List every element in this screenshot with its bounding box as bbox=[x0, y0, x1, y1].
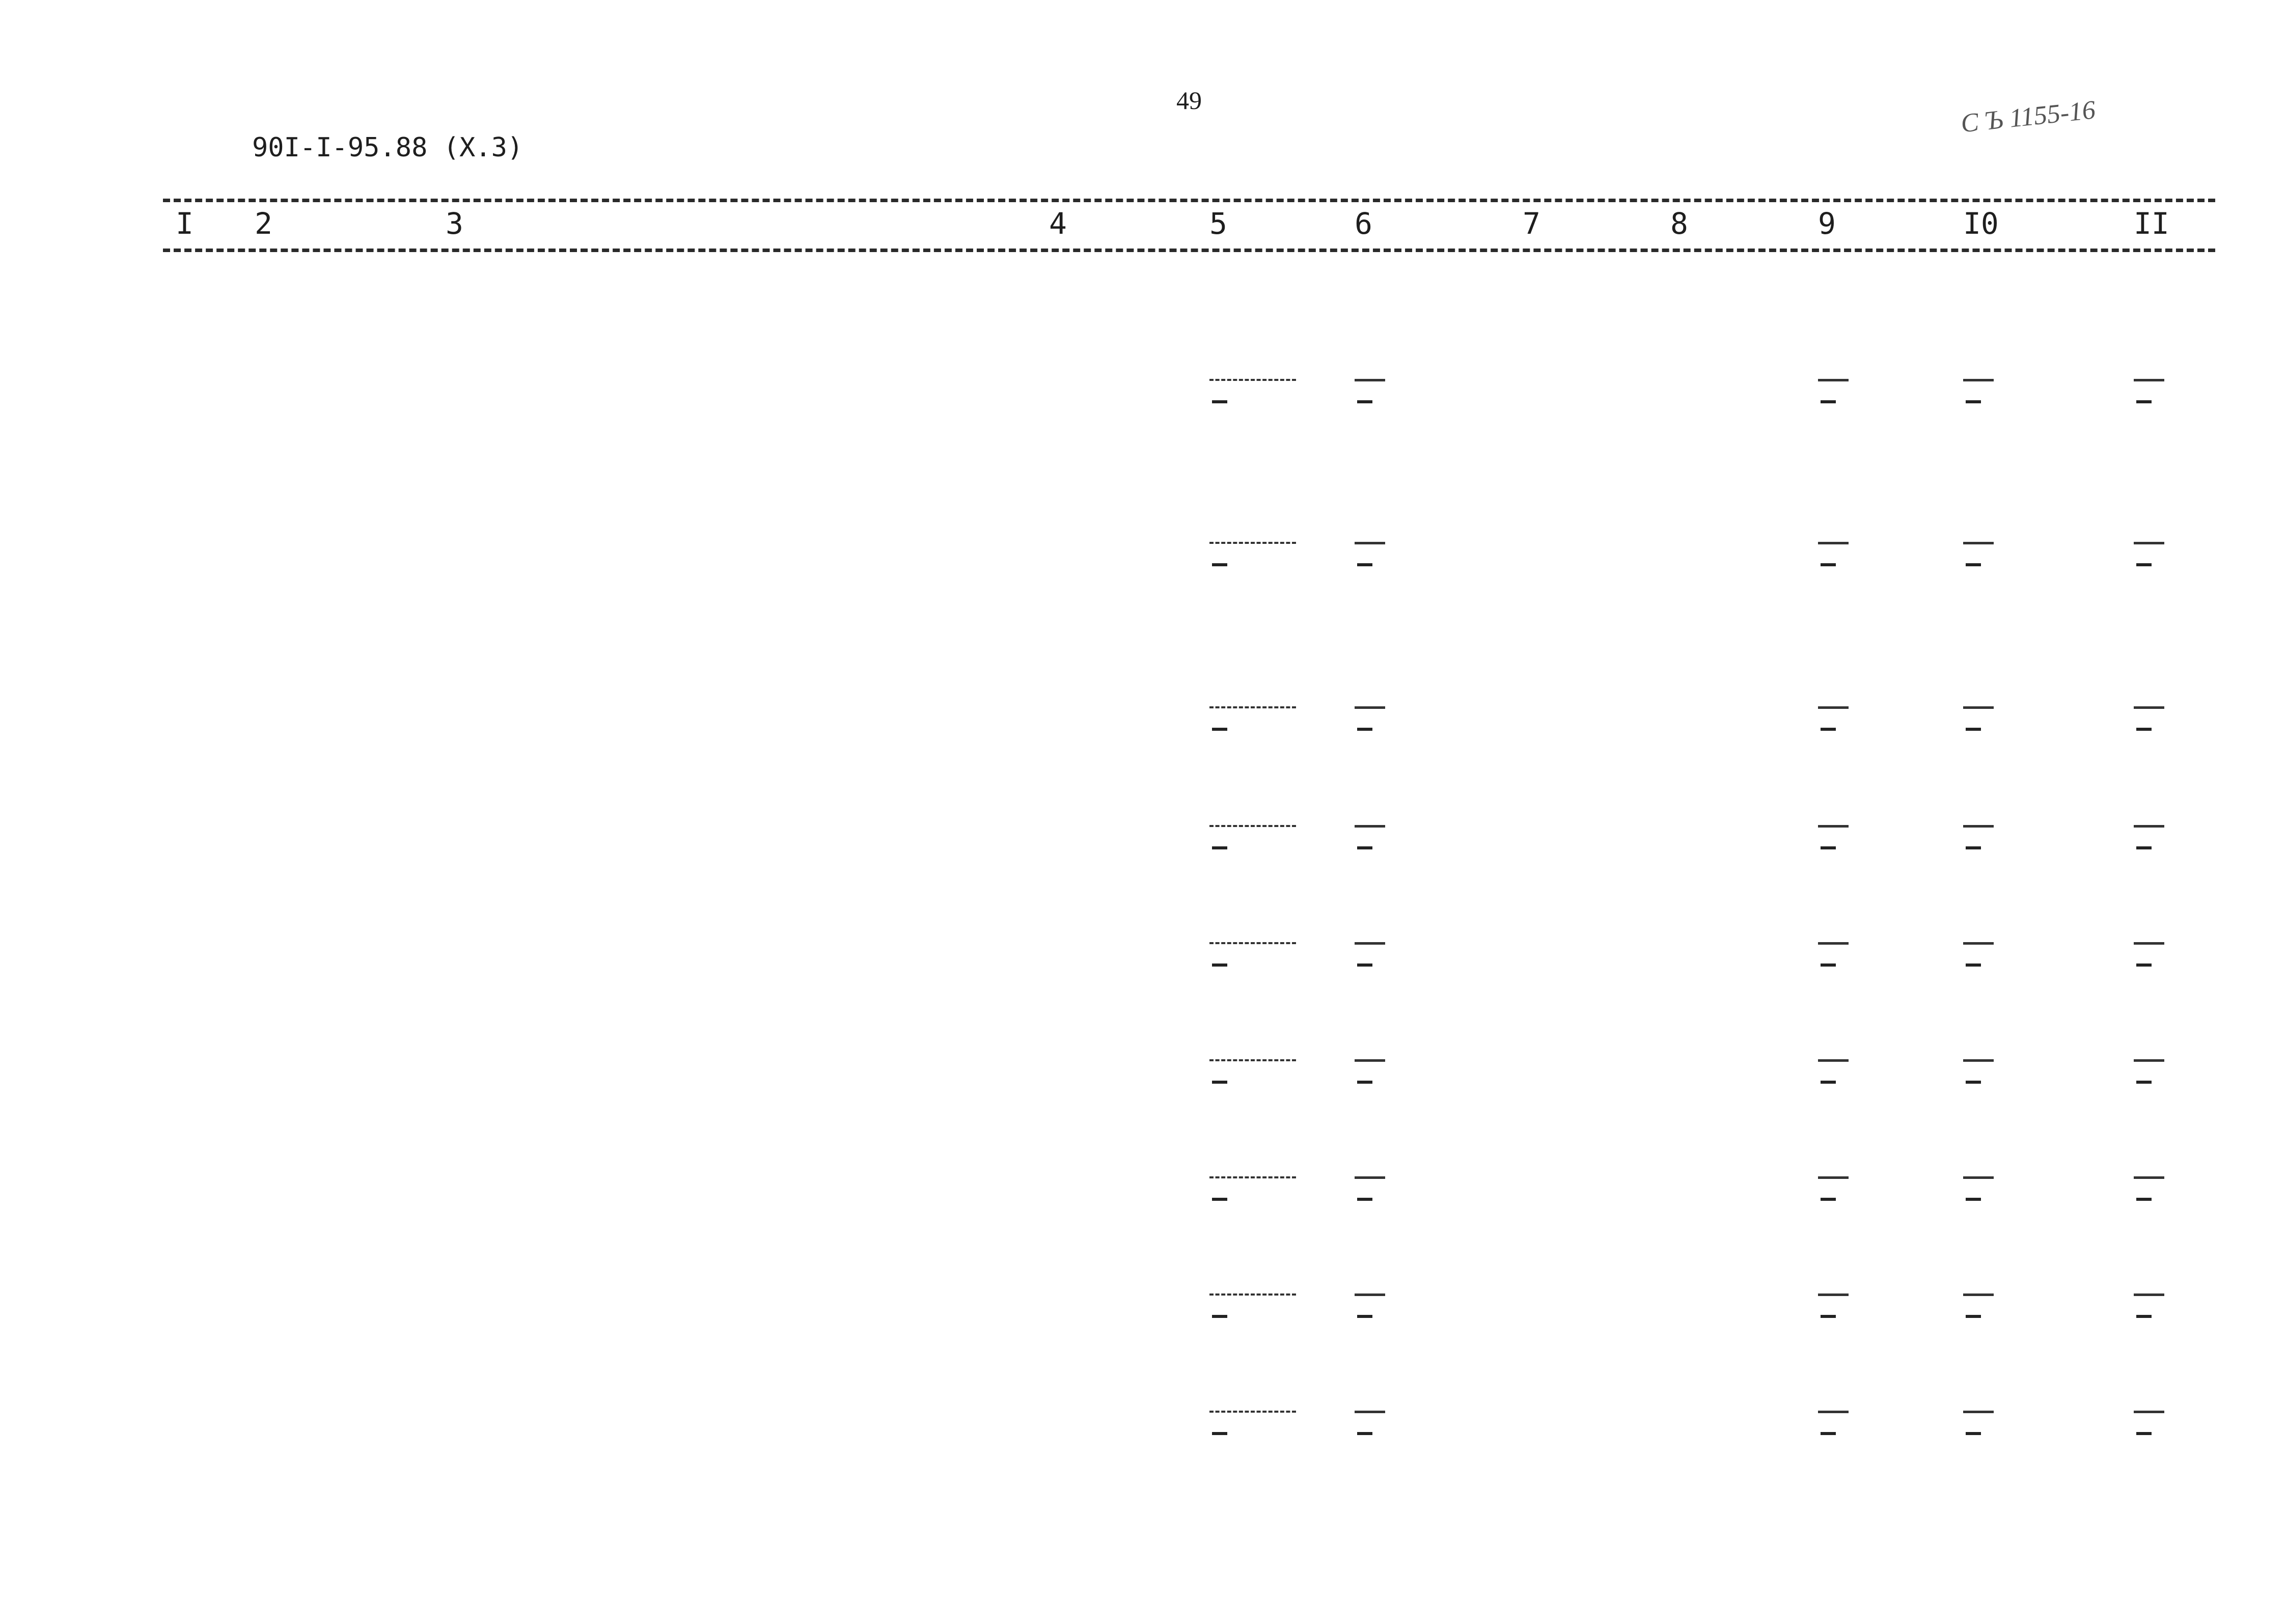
col6-fraction-line bbox=[1355, 942, 1385, 945]
col6-fraction-line bbox=[1355, 1059, 1385, 1062]
col9-denominator-mark bbox=[1821, 964, 1836, 967]
col11-fraction-line bbox=[2134, 1059, 2164, 1062]
col10-fraction-line bbox=[1963, 825, 1994, 828]
col10-denominator-mark bbox=[1966, 400, 1981, 403]
column-header-6: 6 bbox=[1355, 206, 1372, 241]
col9-fraction-line bbox=[1818, 1293, 1849, 1296]
col10-fraction-line bbox=[1963, 1176, 1994, 1179]
price-denominator-mark bbox=[1212, 1198, 1227, 1201]
column-header-9: 9 bbox=[1818, 206, 1836, 241]
col10-denominator-mark bbox=[1966, 1198, 1981, 1201]
col11-denominator-mark bbox=[2136, 846, 2152, 849]
col9-denominator-mark bbox=[1821, 1432, 1836, 1435]
col9-fraction-line bbox=[1818, 1411, 1849, 1413]
col10-fraction-line bbox=[1963, 942, 1994, 945]
col9-fraction-line bbox=[1818, 706, 1849, 709]
col10-denominator-mark bbox=[1966, 846, 1981, 849]
col11-denominator-mark bbox=[2136, 1315, 2152, 1318]
col9-fraction-line bbox=[1818, 1059, 1849, 1062]
col6-fraction-line bbox=[1355, 379, 1385, 381]
col11-fraction-line bbox=[2134, 379, 2164, 381]
col11-fraction-line bbox=[2134, 1411, 2164, 1413]
column-header-8: 8 bbox=[1670, 206, 1688, 241]
col6-denominator-mark bbox=[1357, 400, 1372, 403]
col6-fraction-line bbox=[1355, 542, 1385, 544]
col11-denominator-mark bbox=[2136, 1432, 2152, 1435]
col9-denominator-mark bbox=[1821, 1315, 1836, 1318]
col10-denominator-mark bbox=[1966, 1432, 1981, 1435]
price-fraction-line bbox=[1209, 942, 1296, 944]
col11-fraction-line bbox=[2134, 942, 2164, 945]
page-number: 49 bbox=[1176, 86, 1202, 115]
column-header-1: I bbox=[176, 206, 194, 241]
price-denominator-mark bbox=[1212, 1432, 1227, 1435]
col11-fraction-line bbox=[2134, 1176, 2164, 1179]
col6-denominator-mark bbox=[1357, 1081, 1372, 1084]
col6-denominator-mark bbox=[1357, 1315, 1372, 1318]
col6-fraction-line bbox=[1355, 1411, 1385, 1413]
col9-fraction-line bbox=[1818, 1176, 1849, 1179]
header-top-rule bbox=[163, 199, 2215, 202]
handwritten-stamp: С Ъ 1155-16 bbox=[1959, 95, 2097, 139]
col11-denominator-mark bbox=[2136, 563, 2152, 566]
price-denominator-mark bbox=[1212, 563, 1227, 566]
col9-fraction-line bbox=[1818, 942, 1849, 945]
col6-denominator-mark bbox=[1357, 846, 1372, 849]
col11-denominator-mark bbox=[2136, 1198, 2152, 1201]
price-denominator-mark bbox=[1212, 1315, 1227, 1318]
price-fraction-line bbox=[1209, 1293, 1296, 1296]
price-denominator-mark bbox=[1212, 728, 1227, 731]
price-fraction-line bbox=[1209, 1176, 1296, 1178]
table-row bbox=[0, 278, 2286, 446]
col10-denominator-mark bbox=[1966, 1081, 1981, 1084]
col10-fraction-line bbox=[1963, 542, 1994, 544]
col6-denominator-mark bbox=[1357, 728, 1372, 731]
column-header-5: 5 bbox=[1209, 206, 1227, 241]
col11-fraction-line bbox=[2134, 1293, 2164, 1296]
column-header-2: 2 bbox=[255, 206, 272, 241]
price-denominator-mark bbox=[1212, 400, 1227, 403]
document-id: 90I-I-95.88 (X.3) bbox=[252, 132, 524, 163]
col11-denominator-mark bbox=[2136, 400, 2152, 403]
column-header-11: II bbox=[2134, 206, 2169, 241]
column-header-10: I0 bbox=[1963, 206, 1999, 241]
header-bottom-rule bbox=[163, 249, 2215, 252]
col9-denominator-mark bbox=[1821, 400, 1836, 403]
col6-fraction-line bbox=[1355, 706, 1385, 709]
col11-fraction-line bbox=[2134, 706, 2164, 709]
col11-fraction-line bbox=[2134, 542, 2164, 544]
price-fraction-line bbox=[1209, 1059, 1296, 1061]
col6-denominator-mark bbox=[1357, 1198, 1372, 1201]
price-fraction-line bbox=[1209, 542, 1296, 544]
col11-denominator-mark bbox=[2136, 964, 2152, 967]
price-denominator-mark bbox=[1212, 964, 1227, 967]
col9-denominator-mark bbox=[1821, 1081, 1836, 1084]
col10-denominator-mark bbox=[1966, 1315, 1981, 1318]
table-row bbox=[0, 441, 2286, 609]
column-header-4: 4 bbox=[1049, 206, 1067, 241]
col10-fraction-line bbox=[1963, 1293, 1994, 1296]
table-row bbox=[0, 1357, 2286, 1525]
price-fraction-line bbox=[1209, 1411, 1296, 1413]
col9-denominator-mark bbox=[1821, 1198, 1836, 1201]
price-denominator-mark bbox=[1212, 1081, 1227, 1084]
col9-fraction-line bbox=[1818, 542, 1849, 544]
col6-denominator-mark bbox=[1357, 1432, 1372, 1435]
col10-fraction-line bbox=[1963, 379, 1994, 381]
price-fraction-line bbox=[1209, 379, 1296, 381]
price-fraction-line bbox=[1209, 706, 1296, 708]
col6-fraction-line bbox=[1355, 1293, 1385, 1296]
col10-denominator-mark bbox=[1966, 964, 1981, 967]
col10-denominator-mark bbox=[1966, 563, 1981, 566]
col10-fraction-line bbox=[1963, 1411, 1994, 1413]
column-header-7: 7 bbox=[1523, 206, 1540, 241]
col10-denominator-mark bbox=[1966, 728, 1981, 731]
col9-fraction-line bbox=[1818, 379, 1849, 381]
col11-fraction-line bbox=[2134, 825, 2164, 828]
table-row bbox=[0, 605, 2286, 773]
col10-fraction-line bbox=[1963, 706, 1994, 709]
col9-denominator-mark bbox=[1821, 728, 1836, 731]
price-fraction-line bbox=[1209, 825, 1296, 827]
col10-fraction-line bbox=[1963, 1059, 1994, 1062]
col9-denominator-mark bbox=[1821, 846, 1836, 849]
col6-fraction-line bbox=[1355, 1176, 1385, 1179]
col9-fraction-line bbox=[1818, 825, 1849, 828]
col9-denominator-mark bbox=[1821, 563, 1836, 566]
col11-denominator-mark bbox=[2136, 1081, 2152, 1084]
col6-denominator-mark bbox=[1357, 964, 1372, 967]
col11-denominator-mark bbox=[2136, 728, 2152, 731]
col6-denominator-mark bbox=[1357, 563, 1372, 566]
column-header-3: 3 bbox=[446, 206, 463, 241]
price-denominator-mark bbox=[1212, 846, 1227, 849]
col6-fraction-line bbox=[1355, 825, 1385, 828]
